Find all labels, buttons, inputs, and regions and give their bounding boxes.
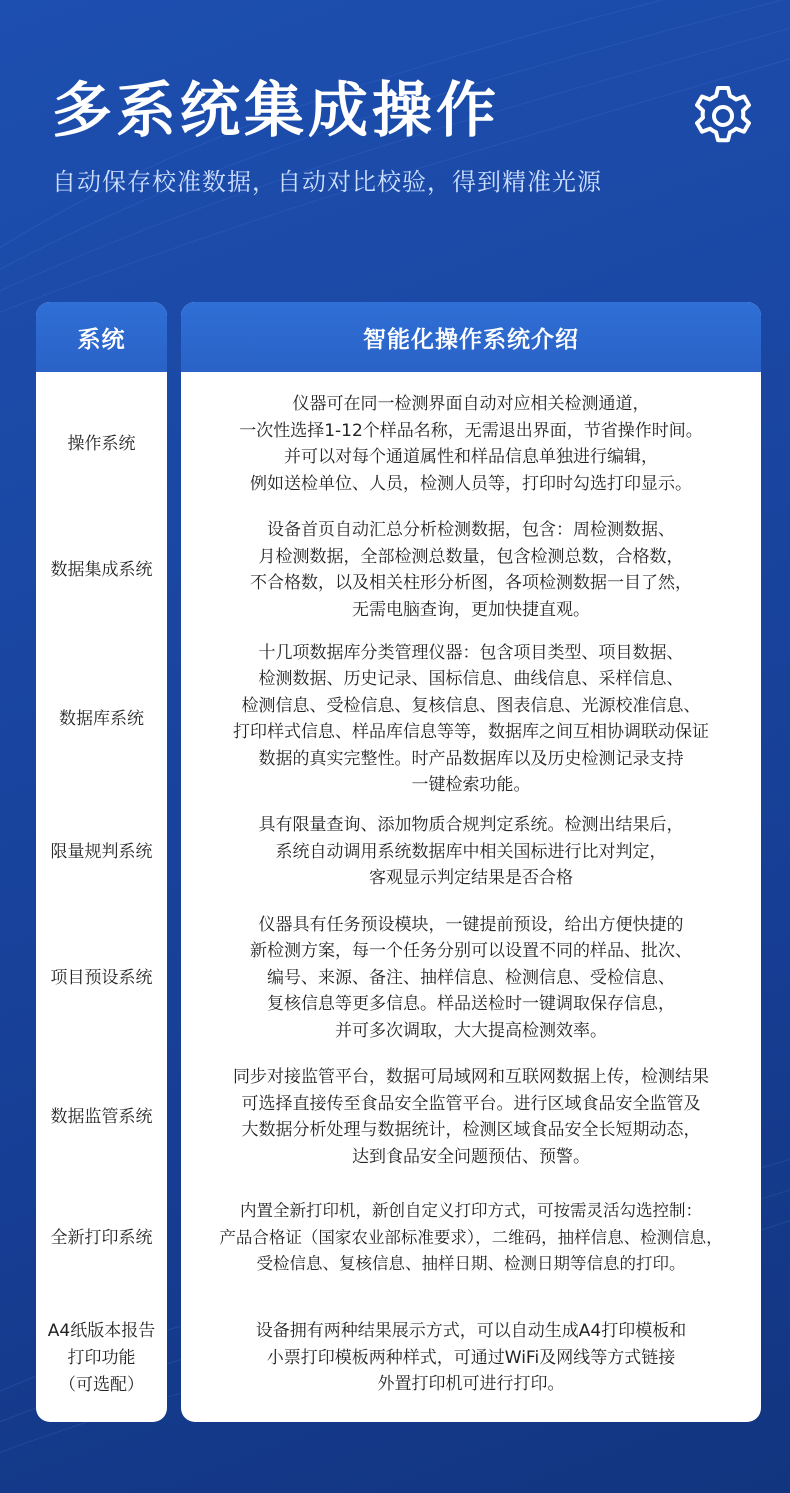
system-list xyxy=(36,372,167,1422)
description-cell: 仪器具有任务预设模块，一键提前预设，给出方便快捷的 新检测方案，每一个任务分别可以设置不同的样品、批次、 编号、来源、备注、抽样信息、检测信息、受检信息、 复核信息等更多信息。样品送检时一键调取保存信息， 并可多次调取，大大提高检测效率。 xyxy=(250,914,692,1041)
description-list xyxy=(181,372,761,1422)
system-name-cell: 全新打印系统 xyxy=(50,1227,153,1248)
description-cell: 仪器可在同一检测界面自动对应相关检测通道， 一次性选择1-12个样品名称，无需退出界面，节省操作时间。 并可以对每个通道属性和样品信息单独进行编辑， 例如送检单位、人员，检测人员等，打印时勾选打印显示。 xyxy=(239,394,703,494)
description-cell: 设备拥有两种结果展示方式，可以自动生成A4打印模板和 小票打印模板两种样式，可通过WiFi及网线等方式链接 外置打印机可进行打印。 xyxy=(255,1321,687,1395)
description-column-header: 智能化操作系统介绍 xyxy=(181,302,761,372)
page-subtitle: 自动保存校准数据，自动对比校验，得到精准光源 xyxy=(52,168,602,196)
system-name-cell: 数据集成系统 xyxy=(50,559,153,580)
description-cell: 十几项数据库分类管理仪器：包含项目类型、项目数据、 检测数据、历史记录、国标信息、曲线信息、采样信息、 检测信息、受检信息、复核信息、图表信息、光源校准信息、 打印样式信息、样品库信息等等，数据库之间互相协调联动保证 数据的真实完整性。时产品数据库以及历史检测记录支持 一键检索功能。 xyxy=(233,642,709,795)
system-name-cell: 项目预设系统 xyxy=(50,967,153,988)
system-name-cell: A4纸版本报告 打印功能 （可选配） xyxy=(47,1320,156,1395)
description-cell: 设备首页自动汇总分析检测数据，包含：周检测数据、 月检测数据，全部检测总数量，包含检测总数，合格数， 不合格数，以及相关柱形分析图，各项检测数据一目了然， 无需电脑查询，更加快捷直观。 xyxy=(250,520,692,620)
system-name-cell: 限量规判系统 xyxy=(50,841,153,862)
system-name-cell: 数据库系统 xyxy=(59,708,144,729)
description-cell: 同步对接监管平台，数据可局域网和互联网数据上传，检测结果 可选择直接传至食品安全监管平台。进行区域食品安全监管及 大数据分析处理与数据统计，检测区域食品安全长短期动态， 达到食品安全问题预估、预警。 xyxy=(233,1067,709,1167)
description-cell: 内置全新打印机，新创自定义打印方式，可按需灵活勾选控制： 产品合格证（国家农业部标准要求），二维码，抽样信息、检测信息， 受检信息、复核信息、抽样日期、检测日期等信息的打印。 xyxy=(219,1201,723,1274)
system-name-cell: 数据监管系统 xyxy=(50,1106,153,1127)
system-name-cell: 操作系统 xyxy=(67,433,136,454)
gear-icon xyxy=(690,83,756,149)
page-title: 多系统集成操作 xyxy=(52,76,500,146)
description-cell: 具有限量查询、添加物质合规判定系统。检测出结果后， 系统自动调用系统数据库中相关国标进行比对判定， 客观显示判定结果是否合格 xyxy=(258,815,684,889)
system-column-header: 系统 xyxy=(36,302,167,372)
